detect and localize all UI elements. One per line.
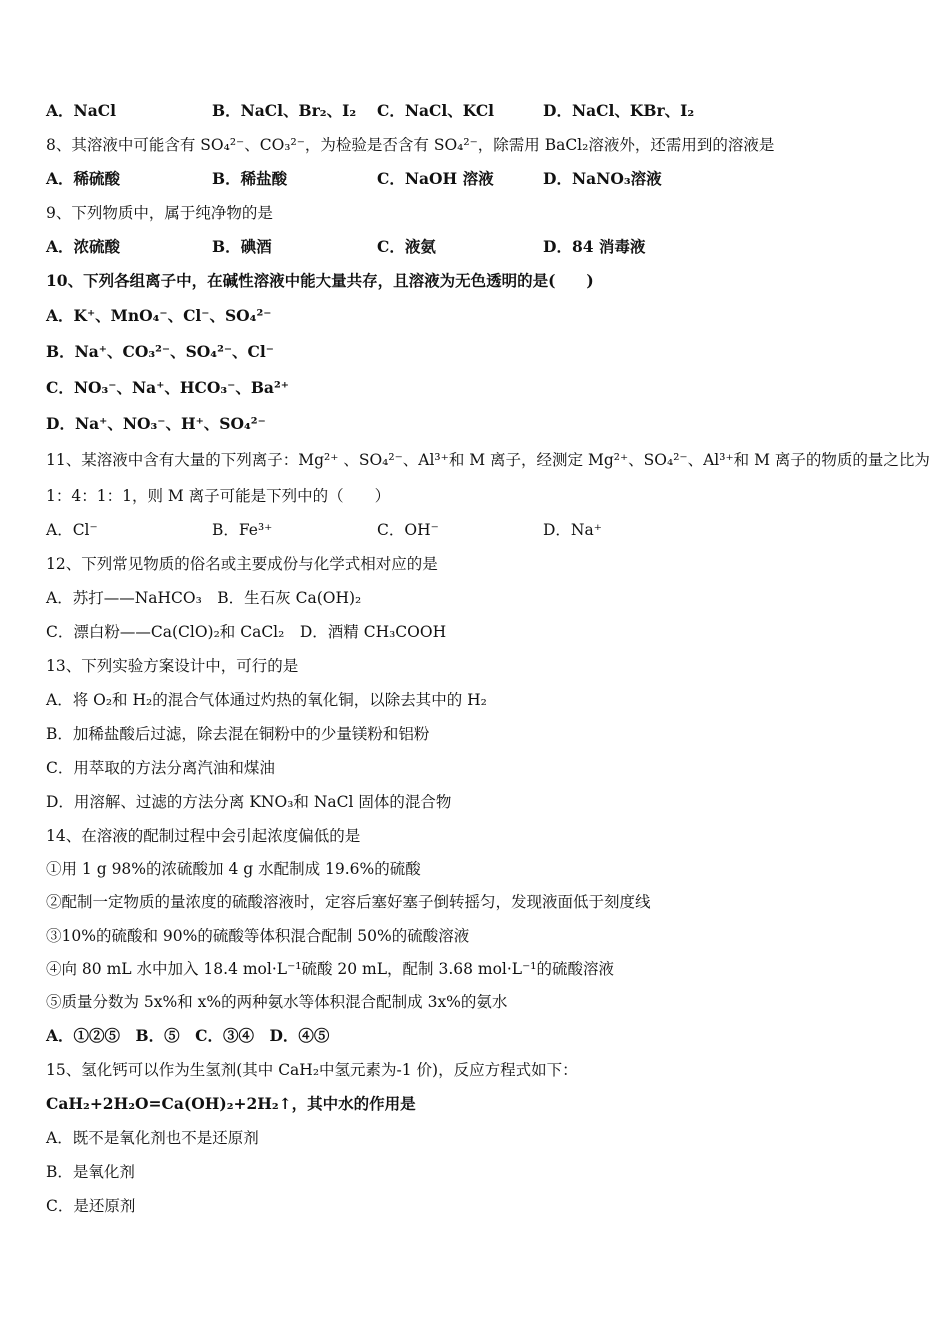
q8-option-c: C．NaOH 溶液 bbox=[377, 169, 494, 188]
q8-option-b: B．稀盐酸 bbox=[212, 169, 288, 188]
q12-options-row1: A．苏打——NaHCO₃ B．生石灰 Ca(OH)₂ bbox=[46, 589, 362, 607]
q12-options-row2: C．漂白粉——Ca(ClO)₂和 CaCl₂ D．酒精 CH₃COOH bbox=[46, 623, 447, 641]
q12-stem: 12、下列常见物质的俗名或主要成份与化学式相对应的是 bbox=[46, 555, 438, 573]
q13-option-a: A．将 O₂和 H₂的混合气体通过灼热的氧化铜，以除去其中的 H₂ bbox=[46, 691, 487, 709]
q15-stem-line1: 15、氢化钙可以作为生氢剂(其中 CaH₂中氢元素为-1 价)，反应方程式如下： bbox=[46, 1061, 578, 1079]
q9-options bbox=[46, 232, 916, 262]
q15-stem-line2: CaH₂+2H₂O=Ca(OH)₂+2H₂↑，其中水的作用是 bbox=[46, 1094, 416, 1113]
q8-option-a: A．稀硫酸 bbox=[46, 169, 121, 188]
q13-option-b: B．加稀盐酸后过滤，除去混在铜粉中的少量镁粉和铝粉 bbox=[46, 725, 430, 743]
q9-stem: 9、下列物质中，属于纯净物的是 bbox=[46, 204, 273, 222]
q11-option-a: A．Cl⁻ bbox=[46, 521, 98, 539]
q14-item-5: ⑤质量分数为 5x%和 x%的两种氨水等体积混合配制成 3x%的氨水 bbox=[46, 993, 508, 1011]
q14-item-1: ①用 1 g 98%的浓硫酸加 4 g 水配制成 19.6%的硫酸 bbox=[46, 860, 421, 878]
q7-option-b: B．NaCl、Br₂、I₂ bbox=[212, 101, 357, 120]
q10-option-d: D．Na⁺、NO₃⁻、H⁺、SO₄²⁻ bbox=[46, 414, 266, 433]
q9-option-c: C．液氨 bbox=[377, 237, 436, 256]
q11-stem-line1: 11、某溶液中含有大量的下列离子：Mg²⁺ 、SO₄²⁻、Al³⁺和 M 离子，经测定 Mg²⁺、SO₄²⁻、Al³⁺和 M 离子的物质的量之比为 bbox=[46, 451, 930, 469]
q14-item-2: ②配制一定物质的量浓度的硫酸溶液时，定容后塞好塞子倒转摇匀，发现液面低于刻度线 bbox=[46, 893, 651, 911]
q10-option-b: B．Na⁺、CO₃²⁻、SO₄²⁻、Cl⁻ bbox=[46, 342, 274, 361]
q11-options bbox=[46, 515, 916, 545]
q8-stem: 8、其溶液中可能含有 SO₄²⁻、CO₃²⁻，为检验是否含有 SO₄²⁻，除需用 BaCl₂溶液外，还需用到的溶液是 bbox=[46, 136, 775, 154]
q9-option-a: A．浓硫酸 bbox=[46, 237, 121, 256]
q10-option-c: C．NO₃⁻、Na⁺、HCO₃⁻、Ba²⁺ bbox=[46, 378, 289, 397]
q15-option-a: A．既不是氧化剂也不是还原剂 bbox=[46, 1129, 259, 1147]
q15-option-b: B．是氧化剂 bbox=[46, 1163, 135, 1181]
q11-stem-line2: 1：4：1：1，则 M 离子可能是下列中的（ ） bbox=[46, 487, 391, 505]
q9-option-b: B．碘酒 bbox=[212, 237, 272, 256]
q8-option-d: D．NaNO₃溶液 bbox=[543, 169, 662, 188]
q11-option-b: B．Fe³⁺ bbox=[212, 521, 273, 539]
q14-item-4: ④向 80 mL 水中加入 18.4 mol·L⁻¹硫酸 20 mL，配制 3.68 mol·L⁻¹的硫酸溶液 bbox=[46, 960, 614, 978]
q11-option-d: D．Na⁺ bbox=[543, 521, 602, 539]
q7-option-c: C．NaCl、KCl bbox=[377, 101, 495, 120]
q13-stem: 13、下列实验方案设计中，可行的是 bbox=[46, 657, 299, 675]
q9-option-d: D．84 消毒液 bbox=[543, 237, 646, 256]
q11-option-c: C．OH⁻ bbox=[377, 521, 439, 539]
q7-option-d: D．NaCl、KBr、I₂ bbox=[543, 101, 695, 120]
q14-item-3: ③10%的硫酸和 90%的硫酸等体积混合配制 50%的硫酸溶液 bbox=[46, 927, 470, 945]
q15-option-c: C．是还原剂 bbox=[46, 1197, 136, 1215]
q8-options bbox=[46, 164, 916, 194]
q13-option-d: D．用溶解、过滤的方法分离 KNO₃和 NaCl 固体的混合物 bbox=[46, 793, 452, 811]
q7-option-a: A．NaCl bbox=[46, 101, 116, 120]
q14-answer-options: A．①②⑤ B．⑤ C．③④ D．④⑤ bbox=[46, 1026, 330, 1045]
q14-stem: 14、在溶液的配制过程中会引起浓度偏低的是 bbox=[46, 827, 361, 845]
q7-options bbox=[46, 96, 916, 126]
q13-option-c: C．用萃取的方法分离汽油和煤油 bbox=[46, 759, 275, 777]
q10-option-a: A．K⁺、MnO₄⁻、Cl⁻、SO₄²⁻ bbox=[46, 306, 272, 325]
q10-stem: 10、下列各组离子中，在碱性溶液中能大量共存，且溶液为无色透明的是( ) bbox=[46, 271, 594, 290]
